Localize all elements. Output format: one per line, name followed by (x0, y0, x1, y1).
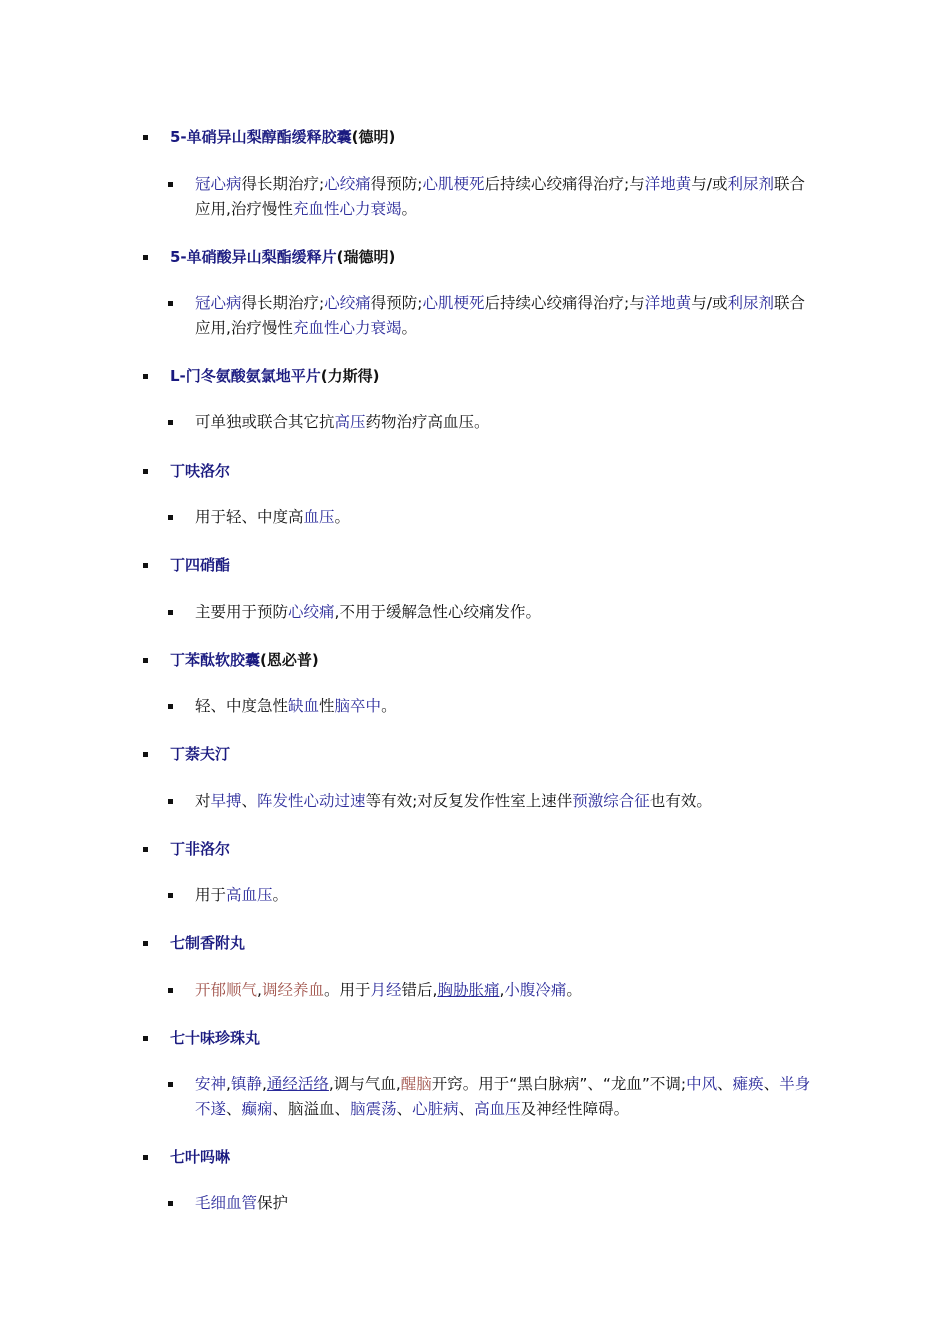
drug-description (195, 1072, 820, 1122)
entry-bullet (143, 752, 148, 757)
description-text: 、脑溢血、 (272, 1100, 351, 1118)
entry-bullet (143, 1036, 148, 1041)
description-text: 与/或 (691, 294, 728, 312)
drug-description (195, 410, 820, 435)
entry-bullet (143, 563, 148, 568)
entry-bullet (143, 847, 148, 852)
drug-title (170, 555, 230, 575)
description-text: 也有效。 (649, 792, 712, 810)
description-text: , (499, 981, 505, 999)
description-text: ,不用于缓解急性心绞痛发作。 (334, 603, 541, 621)
drug-title (170, 1147, 230, 1167)
term-link[interactable]: 利尿剂 (727, 294, 775, 312)
drug-name: 七十味珍珠丸 (170, 1029, 261, 1047)
description-bullet (168, 704, 173, 709)
term-link[interactable]: 心绞痛 (324, 175, 371, 193)
term-link[interactable]: 血压 (303, 508, 335, 526)
drug-name: 七叶吗啉 (170, 1148, 231, 1166)
drug-description (195, 172, 820, 222)
term-link[interactable]: 安神 (195, 1075, 227, 1093)
term-link[interactable]: 脑震荡 (350, 1100, 397, 1118)
description-text: , (226, 1075, 231, 1093)
description-text: 、 (241, 792, 258, 810)
description-text: 后持续心绞痛得治疗;与 (484, 294, 645, 312)
description-text: 可单独或联合其它抗 (195, 413, 335, 431)
drug-description (195, 600, 820, 625)
drug-description (195, 505, 820, 530)
term-link[interactable]: 冠心病 (195, 175, 242, 193)
description-text: 用于 (195, 886, 227, 904)
drug-name: 丁呋洛尔 (170, 462, 231, 480)
description-text: 得预防; (370, 294, 423, 312)
drug-name: 5-单硝酸异山梨酯缓释片 (170, 248, 337, 266)
drug-title (170, 650, 319, 670)
description-bullet (168, 515, 173, 520)
drug-title (170, 247, 395, 267)
description-text: 、 (226, 1100, 242, 1118)
drug-alias: (德明) (351, 128, 396, 146)
description-text: 。 (566, 981, 582, 999)
term-link[interactable]: 毛细血管 (195, 1194, 258, 1212)
term-link[interactable]: 通经活络 (266, 1075, 329, 1093)
drug-title (170, 461, 230, 481)
description-text: 错后, (401, 981, 438, 999)
term-link[interactable]: 充血性心力衰竭 (292, 319, 402, 337)
drug-title (170, 933, 245, 953)
term-link[interactable]: 冠心病 (195, 294, 242, 312)
term-link[interactable]: 开郁顺气 (195, 981, 258, 999)
description-text: , (261, 1075, 267, 1093)
term-link[interactable]: 醒脑 (400, 1075, 432, 1093)
entry-bullet (143, 255, 148, 260)
term-link[interactable]: 洋地黄 (644, 294, 692, 312)
description-text: 后持续心绞痛得治疗;与 (484, 175, 645, 193)
drug-description (195, 291, 820, 341)
description-text: 用于轻、中度高 (195, 508, 304, 526)
description-text: 保护 (257, 1194, 289, 1212)
term-link[interactable]: 心肌梗死 (422, 294, 485, 312)
drug-title (170, 127, 395, 147)
term-link[interactable]: 瘫痪 (732, 1075, 764, 1093)
drug-name: 七制香附丸 (170, 934, 246, 952)
term-link[interactable]: 早搏 (210, 792, 242, 810)
description-text: 对 (195, 792, 211, 810)
description-text: 轻、中度急性 (195, 697, 289, 715)
drug-description (195, 694, 820, 719)
term-link[interactable]: 心绞痛 (288, 603, 335, 621)
description-text: 性 (319, 697, 335, 715)
entry-bullet (143, 469, 148, 474)
entry-bullet (143, 135, 148, 140)
drug-description (195, 789, 820, 814)
term-link[interactable]: 心绞痛 (324, 294, 371, 312)
description-text: 。 (401, 200, 417, 218)
description-bullet (168, 301, 173, 306)
term-link[interactable]: 洋地黄 (644, 175, 692, 193)
description-bullet (168, 1082, 173, 1087)
description-text: 。 (272, 886, 289, 904)
term-link[interactable]: 利尿剂 (727, 175, 775, 193)
term-link[interactable]: 预激综合征 (572, 792, 650, 810)
description-bullet (168, 799, 173, 804)
description-text: , (257, 981, 262, 999)
drug-description (195, 978, 820, 1003)
description-text: 与/或 (691, 175, 728, 193)
entry-bullet (143, 374, 148, 379)
description-text: 得预防; (370, 175, 423, 193)
description-text: 。 (334, 508, 351, 526)
drug-name: L-门冬氨酸氨氯地平片 (170, 367, 321, 385)
description-text: 等有效;对反复发作性室上速伴 (365, 792, 573, 810)
description-text: 得长期治疗; (241, 175, 325, 193)
drug-alias: (力斯得) (320, 367, 380, 385)
term-link[interactable]: 心脏病 (412, 1100, 459, 1118)
description-text: 、 (717, 1075, 733, 1093)
term-link[interactable]: 充血性心力衰竭 (292, 200, 402, 218)
entry-bullet (143, 658, 148, 663)
entry-bullet (143, 1155, 148, 1160)
description-text: 、 (458, 1100, 475, 1118)
description-bullet (168, 893, 173, 898)
drug-title (170, 1028, 260, 1048)
term-link[interactable]: 半身不遂 (195, 1075, 811, 1118)
description-bullet (168, 420, 173, 425)
drug-description (195, 883, 820, 908)
drug-name: 丁非洛尔 (170, 840, 231, 858)
drug-title (170, 744, 230, 764)
description-bullet (168, 610, 173, 615)
term-link[interactable]: 调经养血 (261, 981, 324, 999)
term-link[interactable]: 中风 (686, 1075, 718, 1093)
description-text: ,调与气血, (328, 1075, 401, 1093)
description-text: 药物治疗高血压。 (365, 413, 490, 431)
drug-description (195, 1191, 820, 1216)
drug-alias: (瑞德明) (336, 248, 396, 266)
term-link[interactable]: 镇静 (230, 1075, 262, 1093)
description-text: 及神经性障碍。 (520, 1100, 630, 1118)
term-link[interactable]: 阵发性心动过速 (257, 792, 366, 810)
description-bullet (168, 182, 173, 187)
drug-title (170, 366, 380, 386)
term-link[interactable]: 高压 (334, 413, 366, 431)
drug-name: 丁萘夫汀 (170, 745, 231, 763)
drug-title (170, 839, 230, 859)
drug-name: 丁苯酞软胶囊 (170, 651, 261, 669)
term-link[interactable]: 缺血 (288, 697, 320, 715)
term-link[interactable]: 癫痫 (241, 1100, 273, 1118)
description-text: 。 (401, 319, 417, 337)
description-text: 。 (381, 697, 397, 715)
term-link[interactable]: 高血压 (474, 1100, 521, 1118)
drug-name: 5-单硝异山梨醇酯缓释胶囊 (170, 128, 352, 146)
term-link[interactable]: 脑卒中 (334, 697, 382, 715)
drug-name: 丁四硝酯 (170, 556, 231, 574)
description-text: 联合应用,治疗慢性 (195, 294, 806, 337)
description-text: 。用于 (323, 981, 371, 999)
description-text: 开窍。用于“黑白脉病”、“龙血”不调; (431, 1075, 687, 1093)
description-text: 、 (396, 1100, 413, 1118)
entry-bullet (143, 941, 148, 946)
description-text: 、 (763, 1075, 780, 1093)
term-link[interactable]: 心肌梗死 (422, 175, 485, 193)
term-link[interactable]: 胸胁胀痛 (437, 981, 500, 999)
term-link[interactable]: 月经 (370, 981, 402, 999)
description-bullet (168, 988, 173, 993)
description-bullet (168, 1201, 173, 1206)
term-link[interactable]: 小腹冷痛 (504, 981, 567, 999)
description-text: 得长期治疗; (241, 294, 325, 312)
description-text: 联合应用,治疗慢性 (195, 175, 806, 218)
term-link[interactable]: 高血压 (226, 886, 273, 904)
description-text: 主要用于预防 (195, 603, 289, 621)
drug-alias: (恩必普) (260, 651, 319, 669)
